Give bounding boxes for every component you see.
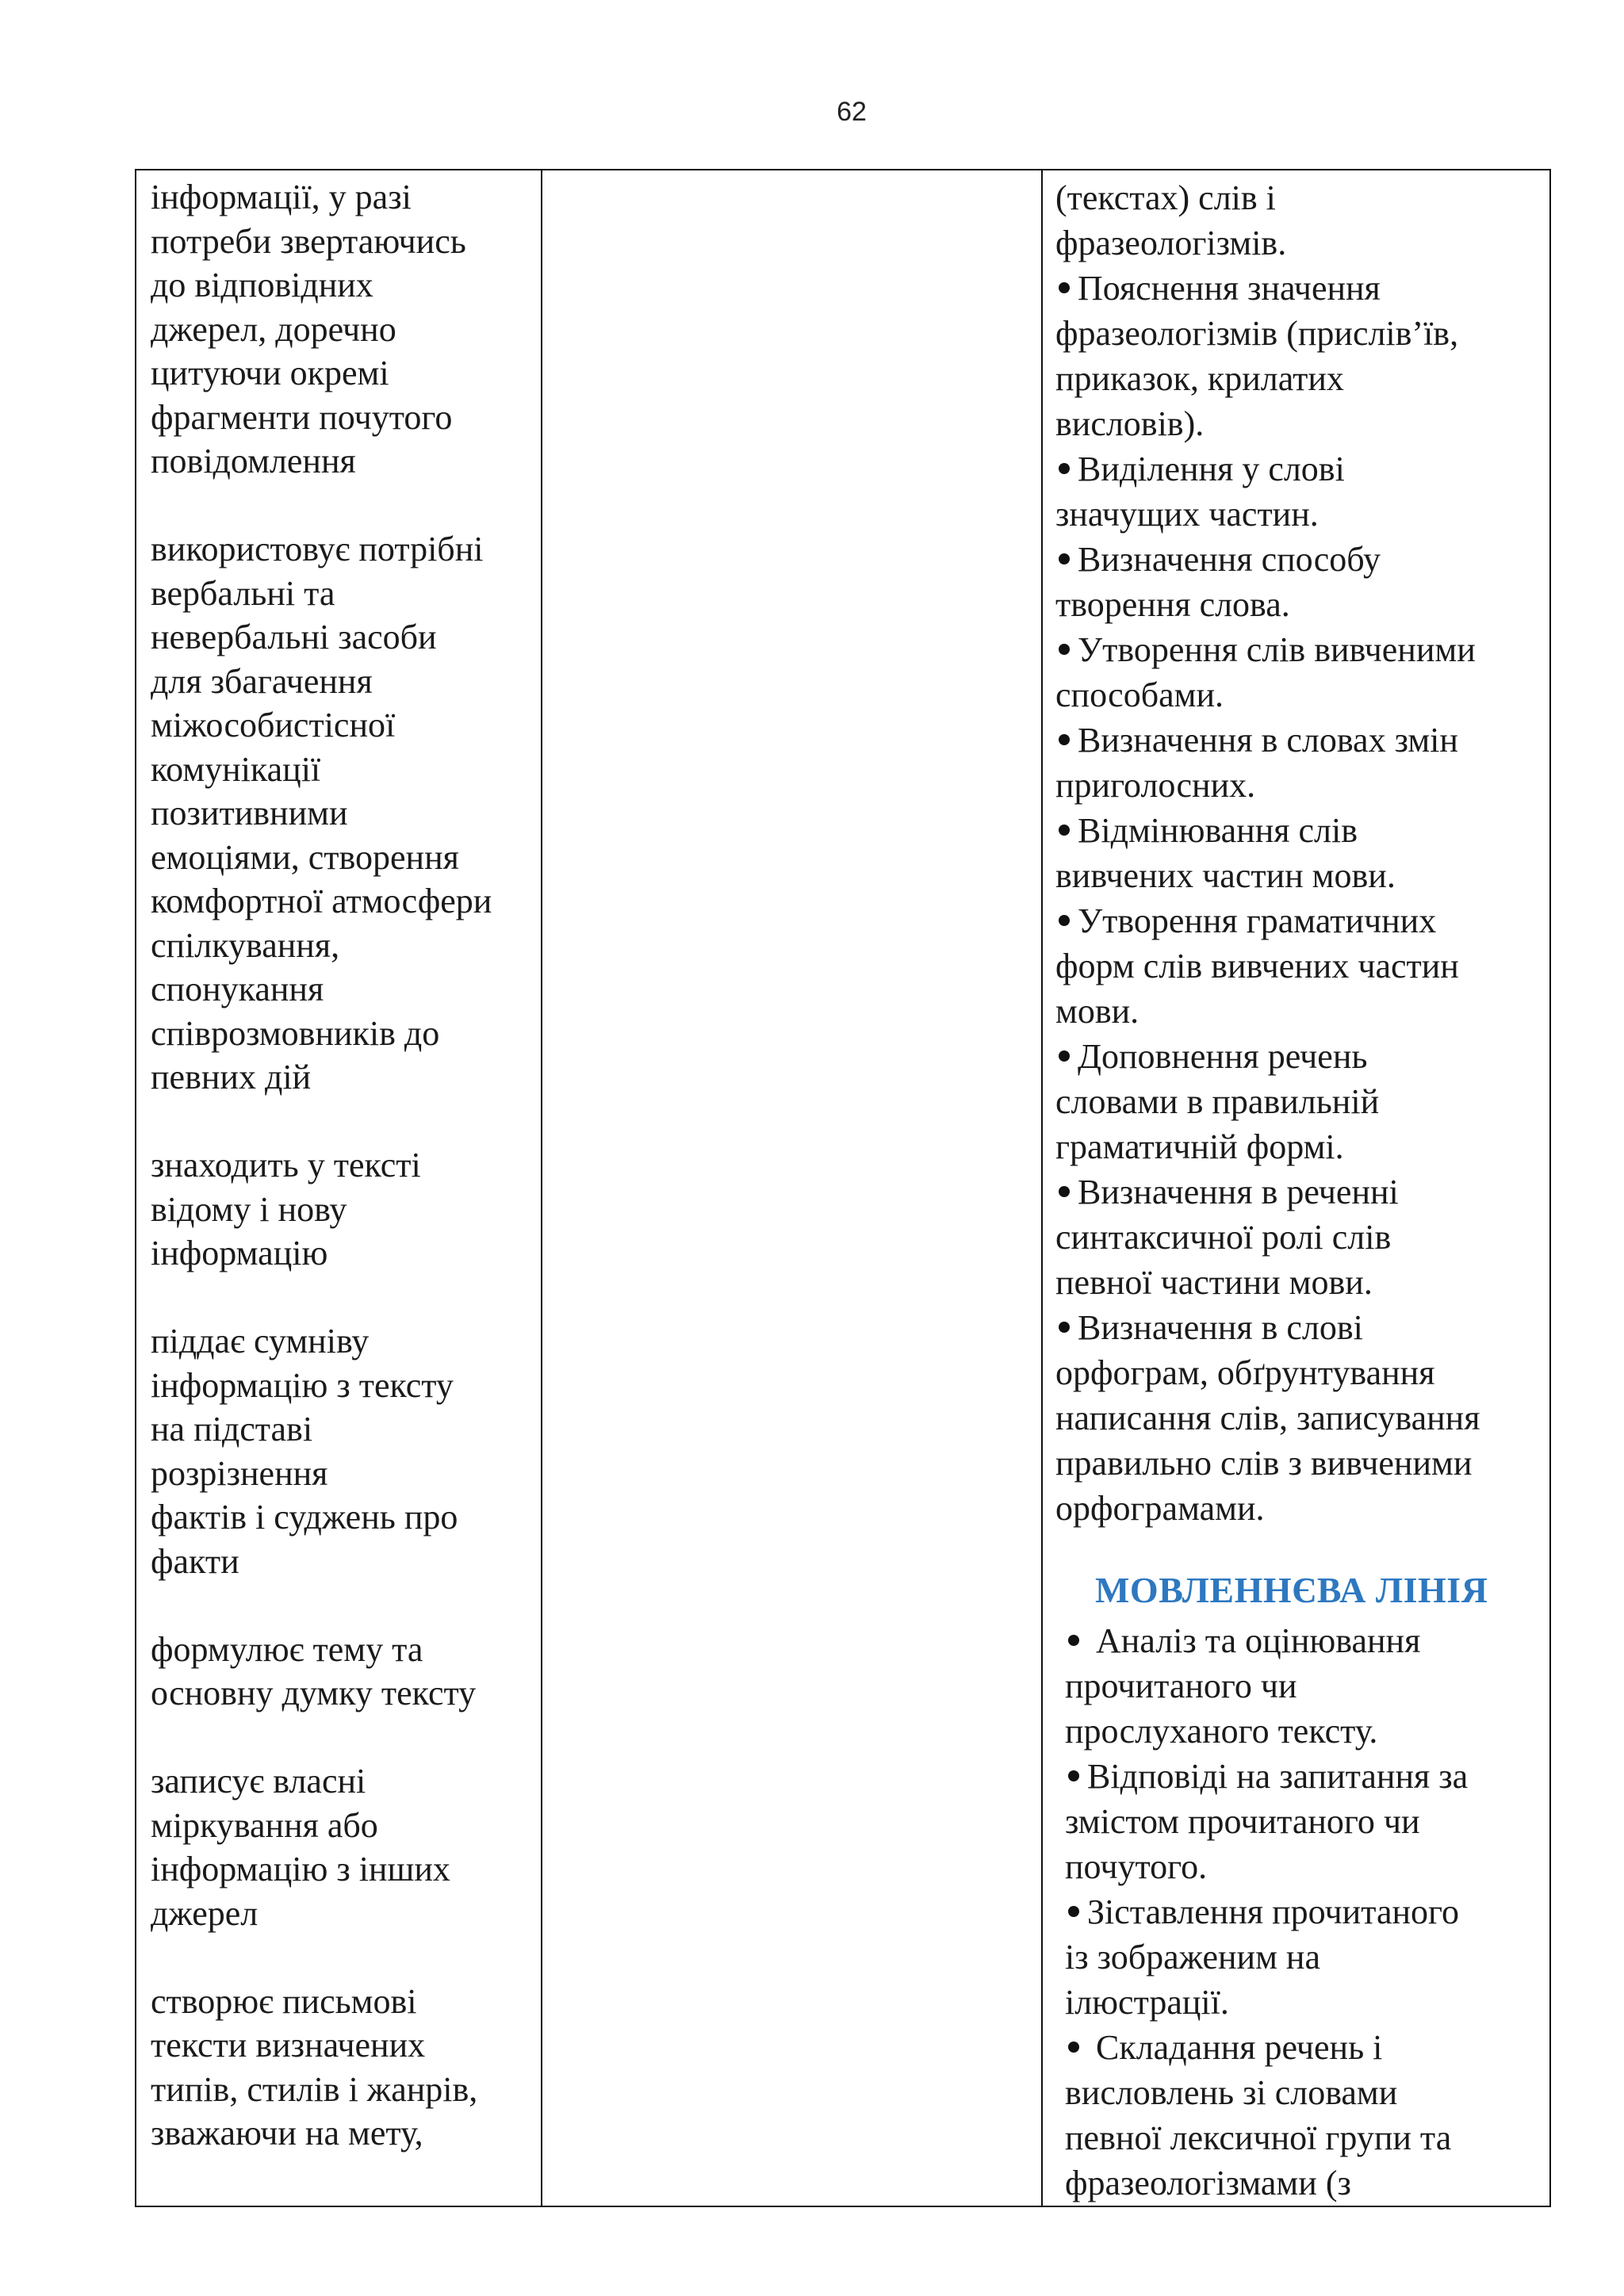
list-item: Складання речень і висловлень зі словами певної лексичної групи та фразеологізмами (з	[1065, 2028, 1452, 2202]
bullet-icon	[1068, 1906, 1079, 1917]
bullet-icon	[1068, 2042, 1079, 2053]
bullet-icon	[1059, 915, 1070, 926]
bullet-icon	[1059, 463, 1070, 474]
left-paragraph: знаходить у тексті відому і нову інформацію	[151, 1146, 421, 1272]
bullet-icon	[1059, 1050, 1070, 1062]
right-intro: (текстах) слів і фразеологізмів.	[1055, 178, 1287, 262]
bullet-icon	[1068, 1770, 1079, 1781]
bullet-icon	[1059, 553, 1070, 564]
list-item: Аналіз та оцінювання прочитаного чи прослуханого тексту.	[1065, 1621, 1421, 1751]
list-item: Пояснення значення фразеологізмів (прислів’їв, приказок, крилатих висловів).	[1055, 269, 1459, 443]
bullet-icon	[1068, 1635, 1079, 1646]
left-paragraph: інформації, у разі потреби звертаючись до відповідних джерел, доречно цитуючи окремі фрагменти почутого повідомлення	[151, 178, 466, 480]
list-item: Доповнення речень словами в правильній граматичній формі.	[1055, 1037, 1380, 1166]
table-row	[136, 170, 1550, 2206]
bullet-icon	[1059, 644, 1070, 655]
left-paragraph: записує власні міркування або інформацію з інших джерел	[151, 1762, 450, 1933]
bullet-icon	[1059, 1186, 1070, 1197]
grammar-bullet-list	[1055, 266, 1540, 1531]
left-paragraph: створює письмові тексти визначених типів, стилів і жанрів, зважаючи на мету,	[151, 1981, 478, 2152]
bullet-icon	[1059, 282, 1070, 293]
left-column-cell	[136, 170, 542, 2206]
left-paragraph: піддає сумніву інформацію з тексту на підставі розрізнення фактів і суджень про факти	[151, 1322, 458, 1581]
section-heading: МОВЛЕННЄВА ЛІНІЯ	[1095, 1570, 1488, 1610]
left-paragraph: використовує потрібні вербальні та невербальні засоби для збагачення міжособистісної комунікації позитивними емоціями, створення комфортної атмосфери спілкування, спонукання співрозмовників до певних дій	[151, 530, 492, 1096]
speech-bullet-list	[1055, 1618, 1540, 2206]
list-item: Зіставлення прочитаного із зображеним на ілюстрації.	[1065, 1892, 1459, 2022]
content-table	[135, 169, 1551, 2207]
right-column-cell	[1042, 170, 1550, 2206]
bullet-icon	[1059, 1322, 1070, 1333]
list-item: Виділення у слові значущих частин.	[1055, 450, 1345, 534]
bullet-icon	[1059, 734, 1070, 745]
list-item: Визначення в слові орфограм, обґрунтування написання слів, записування правильно слів з вивченими орфограмами.	[1055, 1308, 1480, 1528]
list-item: Визначення способу творення слова.	[1055, 540, 1381, 624]
bullet-icon	[1059, 825, 1070, 836]
list-item: Утворення слів вивченими способами.	[1055, 630, 1476, 714]
list-item: Відмінювання слів вивчених частин мови.	[1055, 811, 1396, 895]
middle-column-cell	[542, 170, 1042, 2206]
list-item: Утворення граматичних форм слів вивчених частин мови.	[1055, 901, 1459, 1031]
left-paragraph: формулює тему та основну думку тексту	[151, 1629, 477, 1712]
page-number: 62	[837, 97, 867, 127]
list-item: Відповіді на запитання за змістом прочитаного чи почутого.	[1065, 1757, 1469, 1886]
list-item: Визначення в реченні синтаксичної ролі слів певної частини мови.	[1055, 1173, 1399, 1302]
list-item: Визначення в словах змін приголосних.	[1055, 721, 1458, 805]
